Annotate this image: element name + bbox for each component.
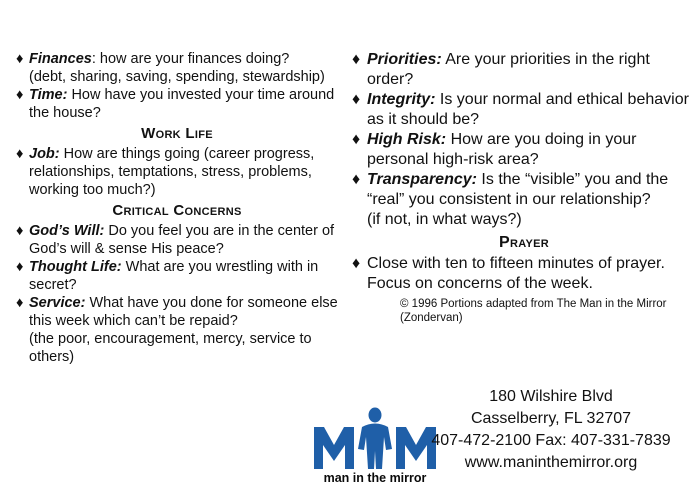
list-item-high-risk [352, 130, 696, 170]
diamond-bullet-icon: ♦ [352, 255, 361, 272]
address-phones: 407-472-2100 Fax: 407-331-7839 [431, 432, 671, 449]
prayer-heading: Prayer [499, 234, 549, 251]
critical-concerns-heading: Critical Concerns [112, 202, 242, 219]
diamond-bullet-icon: ♦ [352, 91, 361, 108]
item-term: Transparency: [367, 171, 477, 188]
logo-tagline: man in the mirror [323, 471, 427, 485]
diamond-bullet-icon: ♦ [16, 223, 24, 239]
diamond-bullet-icon: ♦ [16, 146, 24, 162]
item-term: Finances [29, 51, 92, 67]
item-term: Time: [29, 87, 68, 103]
diamond-bullet-icon: ♦ [16, 87, 24, 103]
list-item-job [16, 145, 338, 199]
item-text: How are you doing in your personal high-risk area? [367, 131, 637, 168]
diamond-bullet-icon: ♦ [352, 131, 361, 148]
item-term: God’s Will: [29, 223, 105, 239]
item-term: Integrity: [367, 91, 436, 108]
diamond-bullet-icon: ♦ [352, 51, 361, 68]
item-text: Do you feel you are in the center of God’s will & sense His peace? [29, 223, 335, 257]
diamond-bullet-icon: ♦ [16, 51, 24, 67]
address-city: Casselberry, FL 32707 [470, 410, 632, 427]
item-text: Is your normal and ethical behavior as it should be? [367, 91, 689, 128]
item-detail: (debt, sharing, saving, spending, stewardship) [29, 69, 325, 85]
diamond-bullet-icon: ♦ [16, 295, 24, 311]
item-text: What have you done for someone else this week which can’t be repaid? [29, 295, 338, 329]
item-term: Service: [29, 295, 86, 311]
list-item-thought-life [16, 258, 338, 294]
list-item-service [16, 294, 338, 366]
item-text: : how are your finances doing? [91, 51, 290, 67]
item-detail: (if not, in what ways?) [367, 211, 522, 228]
list-item-time [16, 86, 338, 122]
item-term: Priorities: [367, 51, 442, 68]
contact-address-block [420, 386, 682, 474]
right-column [352, 50, 696, 325]
diamond-bullet-icon: ♦ [16, 259, 24, 275]
address-street: 180 Wilshire Blvd [489, 388, 613, 405]
list-item-gods-will [16, 222, 338, 258]
list-item-finances [16, 50, 338, 86]
work-life-heading: Work Life [141, 125, 213, 142]
item-term: Job: [29, 146, 60, 162]
item-text: How are things going (career progress, relationships, temptations, stress, problems, working too much?) [29, 146, 315, 198]
left-column [16, 50, 338, 366]
item-text: Are your priorities in the right order? [367, 51, 650, 88]
copyright-note: © 1996 Portions adapted from The Man in the Mirror (Zondervan) [400, 298, 667, 324]
item-text: What are you wrestling with in secret? [29, 259, 319, 293]
list-item-transparency [352, 170, 696, 230]
item-text: Is the “visible” you and the “real” you consistent in our relationship? [367, 171, 669, 208]
list-item-integrity [352, 90, 696, 130]
item-term: Thought Life: [29, 259, 122, 275]
item-text: How have you invested your time around the house? [29, 87, 335, 121]
address-website: www.maninthemirror.org [464, 454, 638, 471]
list-item-priorities [352, 50, 696, 90]
diamond-bullet-icon: ♦ [352, 171, 361, 188]
list-item-prayer [352, 254, 696, 294]
item-text: Close with ten to fifteen minutes of prayer. Focus on concerns of the week. [367, 255, 665, 292]
item-detail: (the poor, encouragement, mercy, service to others) [29, 331, 312, 365]
item-term: High Risk: [367, 131, 447, 148]
